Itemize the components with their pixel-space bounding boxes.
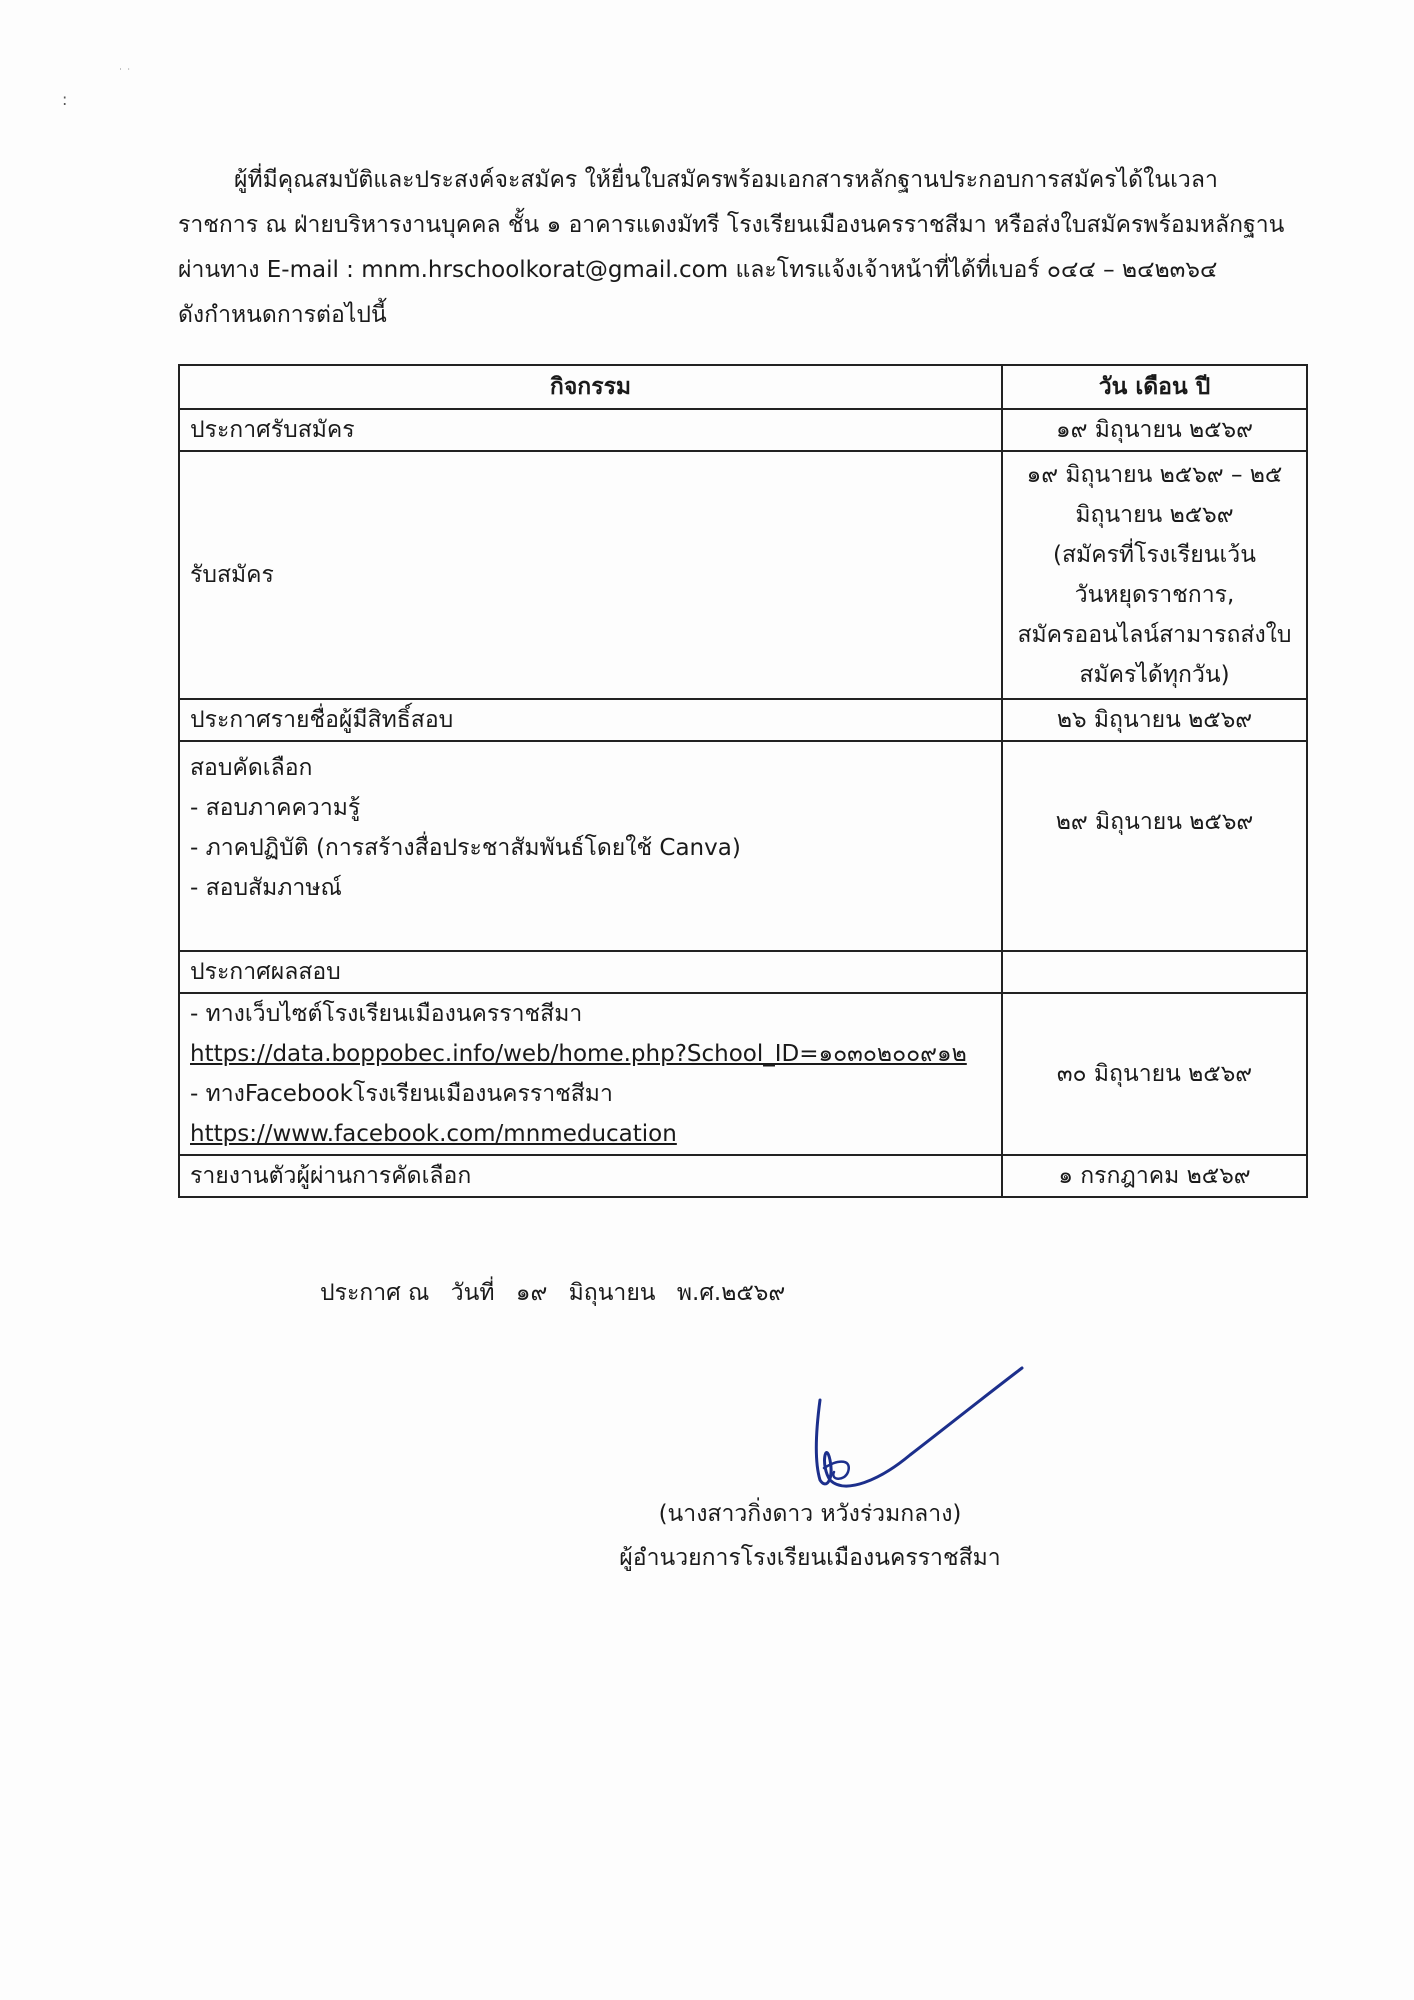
- date-cell: ๑๙ มิถุนายน ๒๕๖๙: [1002, 409, 1307, 451]
- intro-paragraph: [178, 158, 1288, 338]
- activity-cell: รับสมัคร: [179, 451, 1002, 699]
- activity-line: สอบคัดเลือก: [190, 755, 313, 781]
- date-line: ๑๙ มิถุนายน ๒๕๖๙ – ๒๕: [1026, 462, 1283, 488]
- activity-cell: ประกาศผลสอบ: [179, 951, 1002, 993]
- activity-line: - ภาคปฏิบัติ (การสร้างสื่อประชาสัมพันธ์โดยใช้ Canva): [190, 835, 741, 861]
- announcement-month: มิถุนายน: [568, 1280, 656, 1306]
- announcement-day: ๑๙: [515, 1280, 548, 1306]
- activity-cell: [179, 993, 1002, 1155]
- facebook-link[interactable]: https://www.facebook.com/mnmeducation: [190, 1121, 677, 1147]
- date-line: (สมัครที่โรงเรียนเว้น: [1053, 542, 1256, 568]
- activity-cell: ประกาศรับสมัคร: [179, 409, 1002, 451]
- intro-line-2: ราชการ ณ ฝ่ายบริหารงานบุคคล ชั้น ๑ อาคารแดงมัทรี โรงเรียนเมืองนครราชสีมา หรือส่งใบสมัครพร้อมหลักฐาน: [178, 212, 1285, 238]
- signer-position: ผู้อำนวยการโรงเรียนเมืองนครราชสีมา: [619, 1545, 1001, 1571]
- activity-line: - สอบภาคความรู้: [190, 795, 361, 821]
- date-cell: ๒๖ มิถุนายน ๒๕๖๙: [1002, 699, 1307, 741]
- table-row: [179, 951, 1307, 993]
- scan-mark-colon: :: [62, 90, 68, 109]
- date-cell: [1002, 951, 1307, 993]
- date-line: สมัครออนไลน์สามารถส่งใบ: [1017, 622, 1292, 648]
- date-cell: [1002, 451, 1307, 699]
- table-row: [179, 699, 1307, 741]
- intro-line-1: ผู้ที่มีคุณสมบัติและประสงค์จะสมัคร ให้ยื่นใบสมัครพร้อมเอกสารหลักฐานประกอบการสมัครได้ในเวลา: [234, 167, 1218, 193]
- activity-line: - สอบสัมภาษณ์: [190, 875, 342, 901]
- table-row: [179, 451, 1307, 699]
- announcement-prefix: ประกาศ ณ: [320, 1280, 430, 1306]
- activity-line: - ทางFacebookโรงเรียนเมืองนครราชสีมา: [190, 1081, 613, 1107]
- announcement-line: [320, 1275, 799, 1311]
- activity-cell: รายงานตัวผู้ผ่านการคัดเลือก: [179, 1155, 1002, 1197]
- date-cell: ๑ กรกฎาคม ๒๕๖๙: [1002, 1155, 1307, 1197]
- activity-cell: ประกาศรายชื่อผู้มีสิทธิ์สอบ: [179, 699, 1002, 741]
- activity-cell: [179, 741, 1002, 951]
- schedule-table: [178, 364, 1308, 1198]
- announcement-day-word: วันที่: [450, 1280, 495, 1306]
- signer-name: (นางสาวกิ่งดาว หวังร่วมกลาง): [658, 1501, 962, 1527]
- activity-line: - ทางเว็บไซต์โรงเรียนเมืองนครราชสีมา: [190, 1001, 583, 1027]
- table-row: [179, 1155, 1307, 1197]
- table-header-row: [179, 365, 1307, 409]
- date-cell: ๒๙ มิถุนายน ๒๕๖๙: [1002, 741, 1307, 951]
- header-activity: กิจกรรม: [179, 365, 1002, 409]
- table-row: [179, 993, 1307, 1155]
- intro-line-4: ดังกำหนดการต่อไปนี้: [178, 302, 387, 328]
- scan-mark-dots: ˙ ˙: [118, 68, 132, 79]
- website-link[interactable]: https://data.boppobec.info/web/home.php?School_ID=๑๐๓๐๒๐๐๙๑๒: [190, 1041, 967, 1067]
- table-row: [179, 741, 1307, 951]
- announcement-year: พ.ศ.๒๕๖๙: [676, 1280, 786, 1306]
- header-date: วัน เดือน ปี: [1002, 365, 1307, 409]
- intro-line-3: ผ่านทาง E-mail : mnm.hrschoolkorat@gmail.com และโทรแจ้งเจ้าหน้าที่ได้ที่เบอร์ ๐๔๔ – ๒๔๒๓๖๔: [178, 257, 1218, 283]
- date-line: มิถุนายน ๒๕๖๙: [1075, 502, 1234, 528]
- date-line: สมัครได้ทุกวัน): [1079, 662, 1230, 688]
- date-line: วันหยุดราชการ,: [1074, 582, 1235, 608]
- date-cell: ๓๐ มิถุนายน ๒๕๖๙: [1002, 993, 1307, 1155]
- table-row: [179, 409, 1307, 451]
- signer-block: [600, 1492, 1020, 1580]
